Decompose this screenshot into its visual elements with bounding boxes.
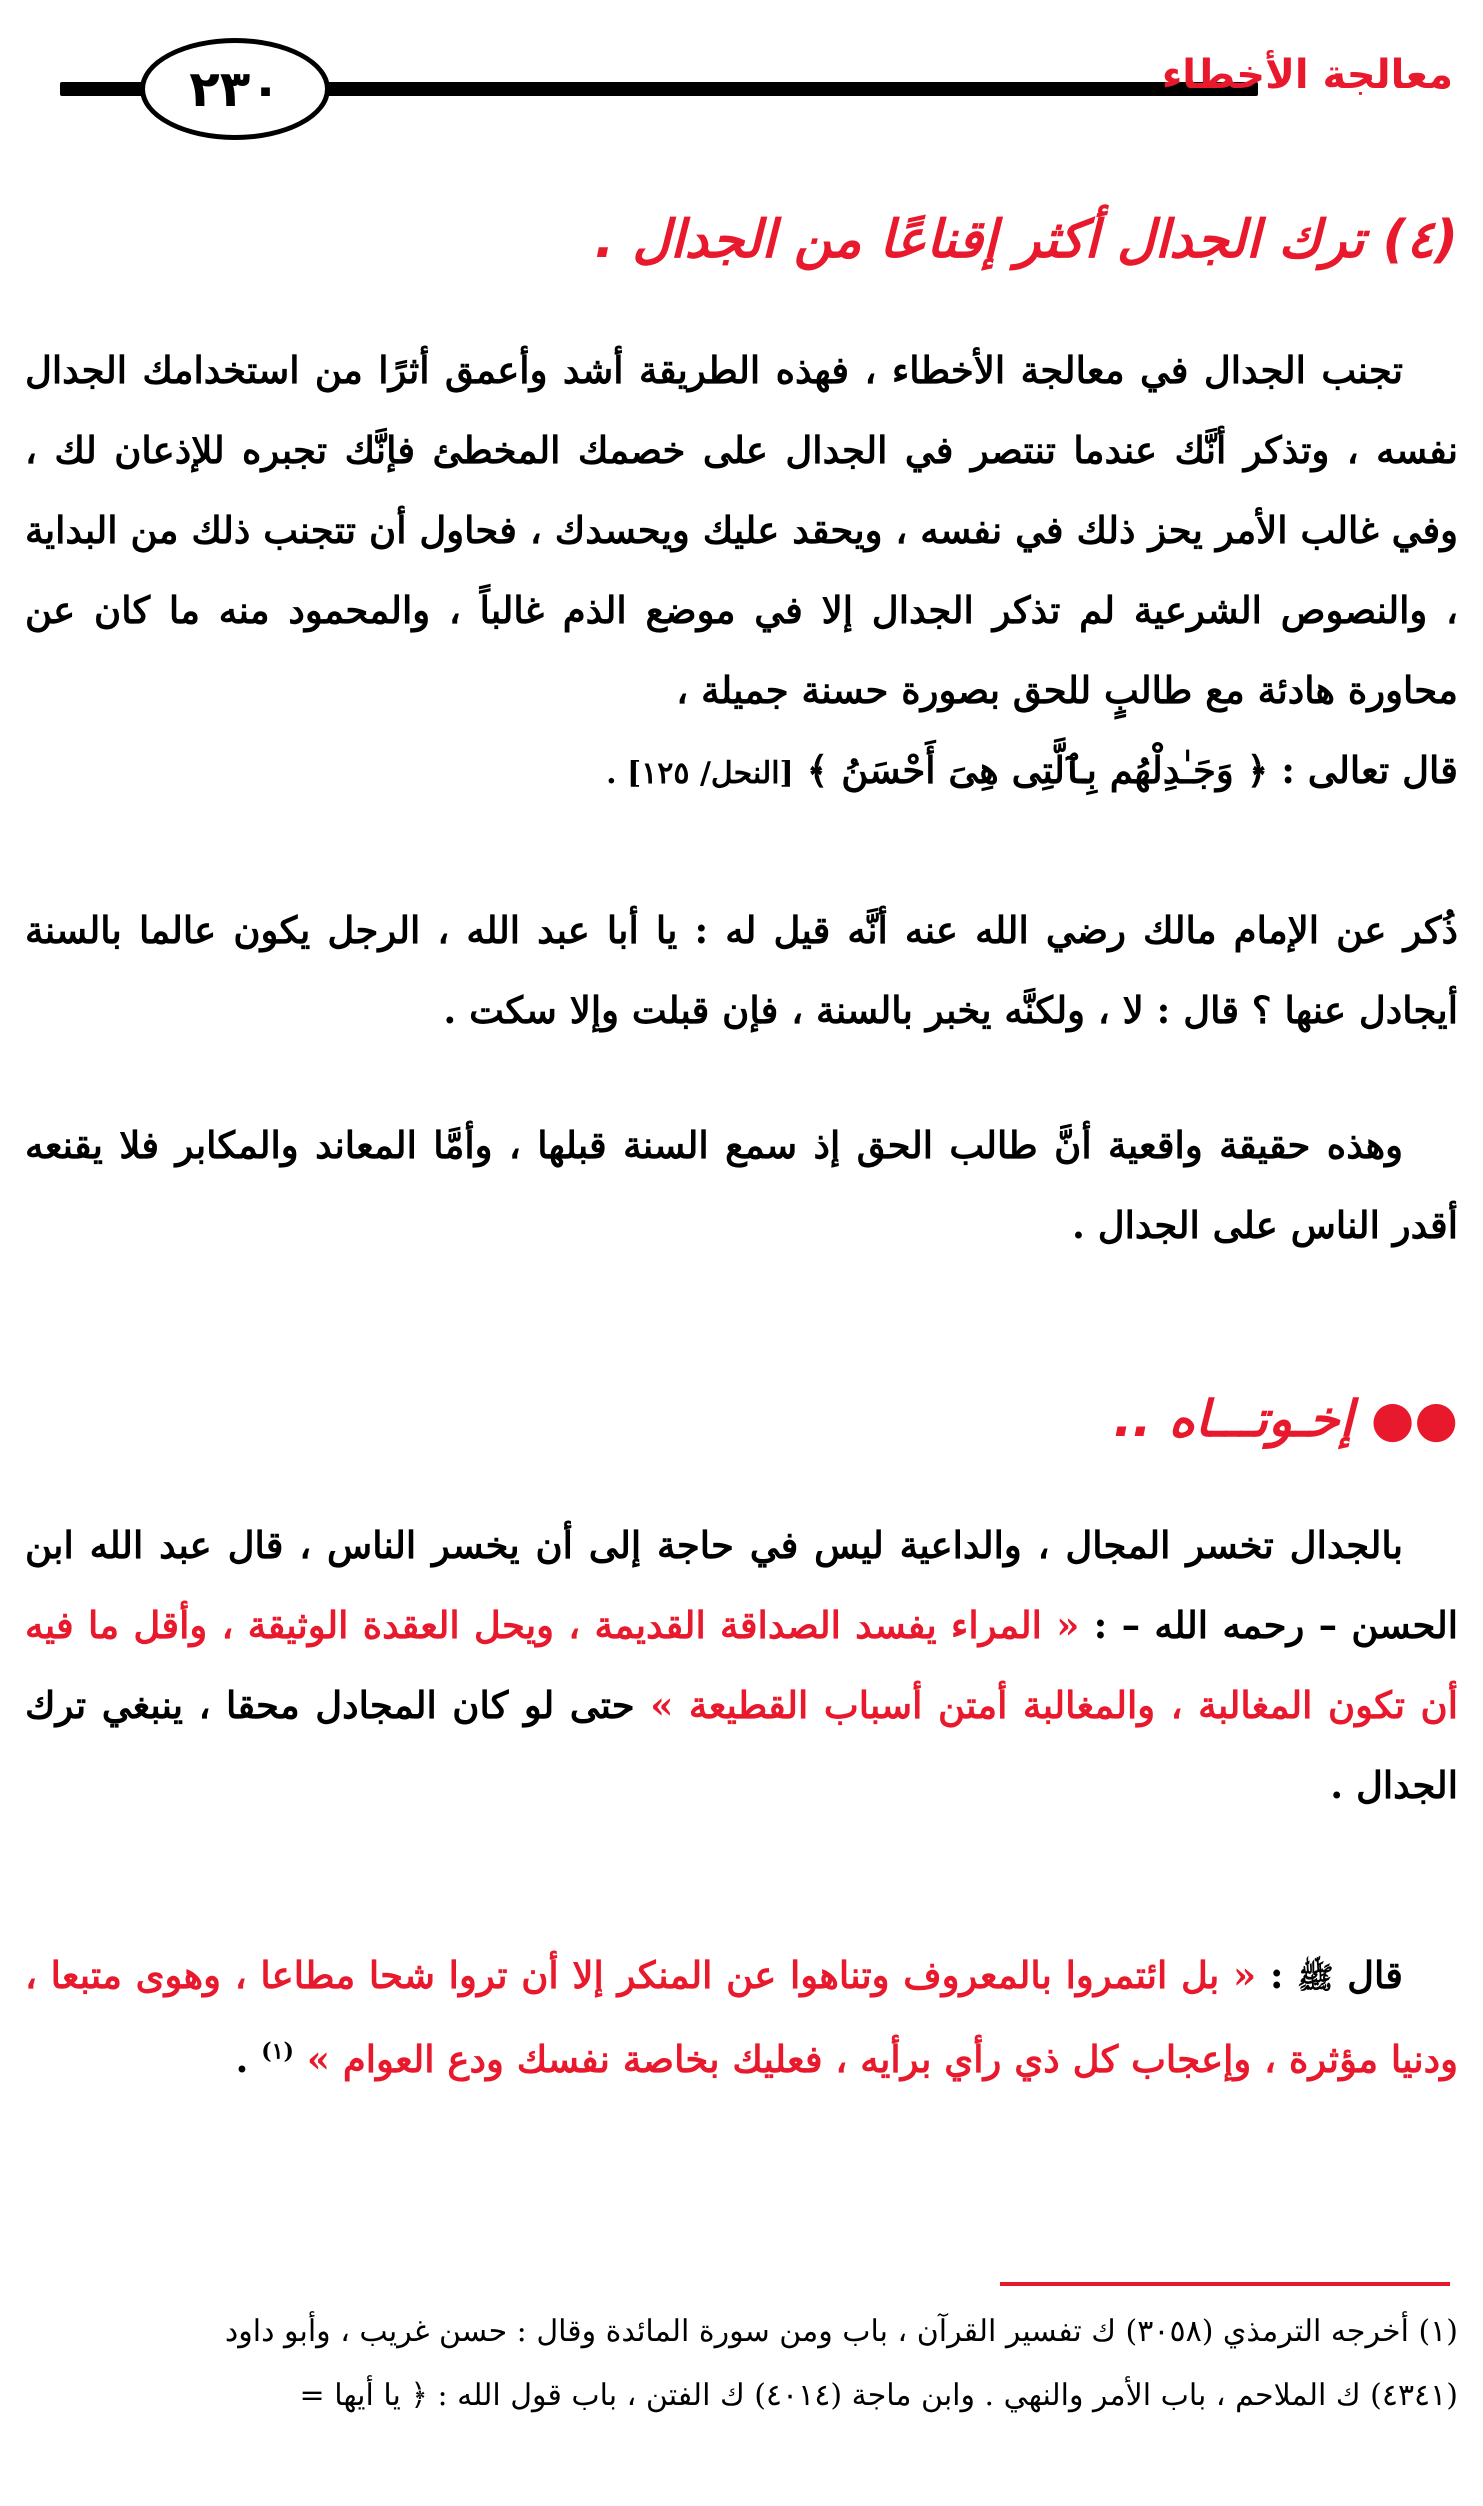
- footnote-divider: [1000, 2282, 1450, 2286]
- paragraph-lead: بالجدال تخسر المجال ، والداعية ليس في حاجة إلى أن يخسر الناس ، قال عبد الله ابن الحسن – رحمه الله – :: [25, 1523, 1458, 1647]
- paragraph-abdullah-quote: [25, 1505, 1458, 1825]
- paragraph-text: تجنب الجدال في معالجة الأخطاء ، فهذه الطريقة أشد وأعمق أثرًا من استخدامك الجدال نفسه ، وتذكر أنَّك عندما تنتصر في الجدال على خصمك المخطئ فإنَّك تجبره للإذعان لك ، وفي غالب الأمر يحز ذلك في نفسه ، ويحقد عليك ويحسدك ، فحاول أن تتجنب ذلك من البداية ، والنصوص الشرعية لم تذكر الجدال إلا في موضع الذم غالباً ، والمحمود منه ما كان عن محاورة هادئة مع طالبٍ للحق بصورة حسنة جميلة ،: [25, 348, 1458, 712]
- page-header: [0, 38, 1483, 150]
- period: .: [235, 2037, 249, 2081]
- paragraph-hadith: [25, 1935, 1458, 2099]
- footnote-line-2: (٤٣٤١) ك الملاحم ، باب الأمر والنهي . وابن ماجة (٤٠١٤) ك الفتن ، باب قول الله : ﴿ يا أيها =: [299, 2378, 1458, 2413]
- highlighted-quote: « المراء يفسد الصداقة القديمة ، ويحل العقدة الوثيقة ، وأقل ما فيه أن تكون المغالبة ، والمغالبة أمتن أسباب القطيعة »: [25, 1603, 1458, 1727]
- paragraph-truth-seeker: [25, 1105, 1458, 1265]
- honorific-seal: ﷺ: [1297, 1961, 1334, 1996]
- quran-reference: [النحل/ ١٢٥] .: [606, 756, 794, 791]
- paragraph-text: ذُكر عن الإمام مالك رضي الله عنه أنَّه قيل له : يا أبا عبد الله ، الرجل يكون عالما بالسنة أيجادل عنها ؟ قال : لا ، ولكنَّه يخبر بالسنة ، فإن قبلت وإلا سكت .: [25, 908, 1458, 1032]
- paragraph-avoid-argument: [25, 330, 1458, 814]
- section-heading-brothers: ●● إخـوتـــاه ..: [1113, 1390, 1458, 1448]
- paragraph-imam-malik: [25, 890, 1458, 1050]
- footnote-line-1: (١) أخرجه الترمذي (٣٠٥٨) ك تفسير القرآن ، باب ومن سورة المائدة وقال : حسن غريب ، وأبو داود: [224, 2314, 1458, 2349]
- paragraph-text: وهذه حقيقة واقعية أنَّ طالب الحق إذ سمع السنة قبلها ، وأمَّا المعاند والمكابر فلا يقنعه أقدر الناس على الجدال .: [25, 1123, 1458, 1247]
- hadith-quote: « بل ائتمروا بالمعروف وتناهوا عن المنكر إلا أن تروا شحا مطاعا ، وهوى متبعا ، ودنيا مؤثرة ، وإعجاب كل ذي رأي برأيه ، فعليك بخاصة نفسك ودع العوام »: [25, 1953, 1458, 2081]
- quran-intro: قال تعالى :: [1281, 748, 1458, 792]
- footnote-reference[interactable]: (١): [261, 2038, 294, 2065]
- footnotes: [25, 2300, 1458, 2428]
- paragraph-tail: حتى لو كان المجادل محقا ، ينبغي ترك الجدال .: [25, 1683, 1458, 1807]
- running-title: معالجة الأخطاء: [1161, 52, 1453, 98]
- hadith-lead: قال: [1347, 1953, 1403, 1997]
- section-heading-4: (٤) ترك الجدال أكثر إقناعًا من الجدال .: [594, 210, 1458, 270]
- quran-verse: ﴿ وَجَـٰدِلْهُم بِٱلَّتِى هِىَ أَحْسَنُ ﴾: [806, 748, 1269, 792]
- page-number: ٢٣٠: [140, 38, 330, 140]
- header-rule-right: [303, 82, 1258, 96]
- colon: :: [1269, 1953, 1284, 1997]
